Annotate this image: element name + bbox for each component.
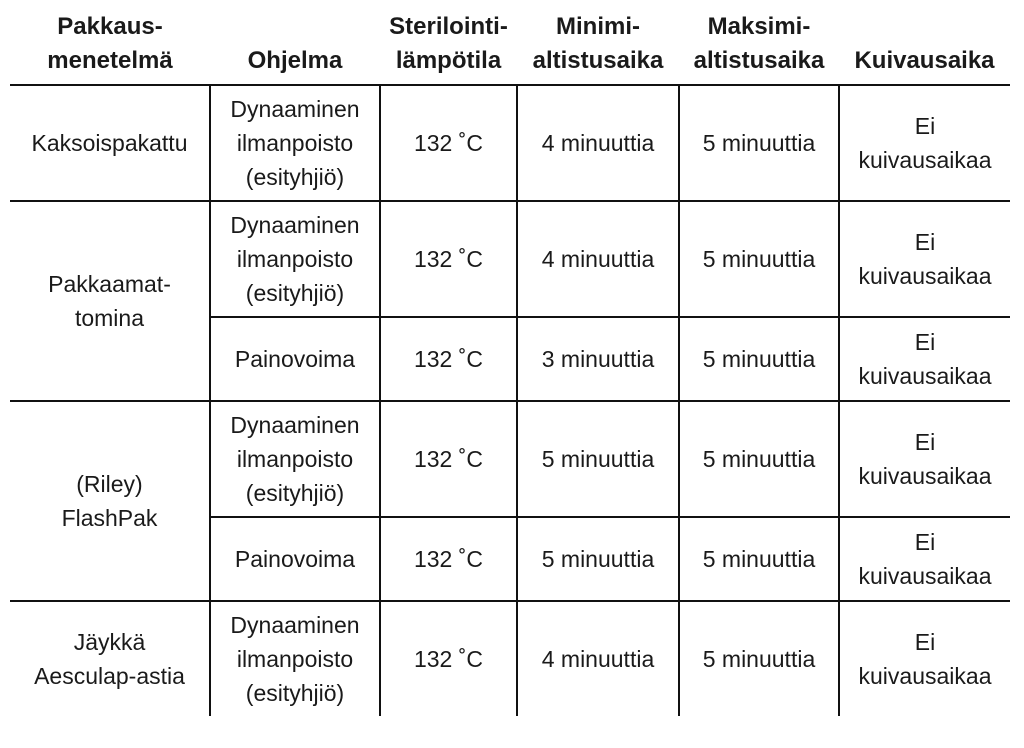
header-drying-time: Kuivausaika	[839, 0, 1010, 85]
cell-max-exposure: 5 minuuttia	[679, 517, 839, 601]
cell-program: Painovoima	[210, 317, 380, 401]
header-maximum-exposure: Maksimi- altistusaika	[679, 0, 839, 85]
cell-temperature: 132 ˚C	[380, 201, 517, 317]
cell-max-exposure: 5 minuuttia	[679, 601, 839, 716]
cell-max-exposure: 5 minuuttia	[679, 201, 839, 317]
cell-program: Dynaaminen ilmanpoisto (esityhjiö)	[210, 201, 380, 317]
cell-drying-time: Ei kuivausaikaa	[839, 85, 1010, 201]
cell-drying-time: Ei kuivausaikaa	[839, 201, 1010, 317]
table-row	[10, 401, 1010, 517]
cell-drying-time: Ei kuivausaikaa	[839, 517, 1010, 601]
table-header	[10, 0, 1010, 85]
cell-program: Dynaaminen ilmanpoisto (esityhjiö)	[210, 85, 380, 201]
cell-drying-time: Ei kuivausaikaa	[839, 317, 1010, 401]
cell-packaging-method: Kaksoispakattu	[10, 85, 210, 201]
header-packaging-method: Pakkaus- menetelmä	[10, 0, 210, 85]
cell-temperature: 132 ˚C	[380, 401, 517, 517]
table-row	[10, 201, 1010, 317]
table-row	[10, 601, 1010, 716]
header-row	[10, 0, 1010, 85]
cell-program: Dynaaminen ilmanpoisto (esityhjiö)	[210, 601, 380, 716]
cell-temperature: 132 ˚C	[380, 85, 517, 201]
table-row	[10, 85, 1010, 201]
cell-min-exposure: 5 minuuttia	[517, 401, 679, 517]
cell-packaging-method: (Riley) FlashPak	[10, 401, 210, 601]
cell-drying-time: Ei kuivausaikaa	[839, 401, 1010, 517]
cell-temperature: 132 ˚C	[380, 601, 517, 716]
cell-min-exposure: 3 minuuttia	[517, 317, 679, 401]
header-program: Ohjelma	[210, 0, 380, 85]
cell-program: Dynaaminen ilmanpoisto (esityhjiö)	[210, 401, 380, 517]
cell-min-exposure: 4 minuuttia	[517, 201, 679, 317]
cell-program: Painovoima	[210, 517, 380, 601]
header-sterilization-temperature: Sterilointi- lämpötila	[380, 0, 517, 85]
cell-max-exposure: 5 minuuttia	[679, 401, 839, 517]
cell-min-exposure: 4 minuuttia	[517, 85, 679, 201]
table-body	[10, 85, 1010, 716]
header-minimum-exposure: Minimi- altistusaika	[517, 0, 679, 85]
cell-min-exposure: 5 minuuttia	[517, 517, 679, 601]
cell-packaging-method: Jäykkä Aesculap-astia	[10, 601, 210, 716]
cell-max-exposure: 5 minuuttia	[679, 317, 839, 401]
cell-temperature: 132 ˚C	[380, 517, 517, 601]
cell-drying-time: Ei kuivausaikaa	[839, 601, 1010, 716]
cell-max-exposure: 5 minuuttia	[679, 85, 839, 201]
cell-packaging-method: Pakkaamat- tomina	[10, 201, 210, 401]
cell-temperature: 132 ˚C	[380, 317, 517, 401]
cell-min-exposure: 4 minuuttia	[517, 601, 679, 716]
sterilization-table	[10, 0, 1010, 716]
